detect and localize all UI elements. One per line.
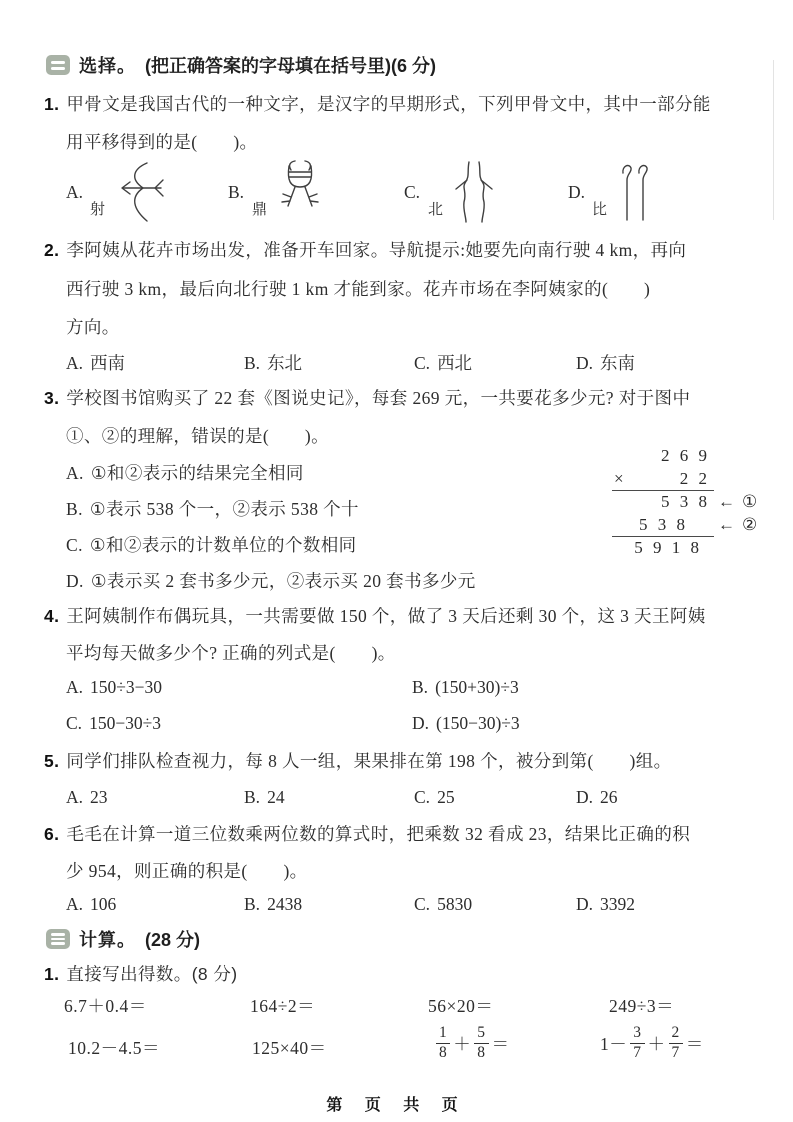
question-2-number: 2.: [44, 240, 60, 260]
question-1-text: 甲骨文是我国古代的一种文字，是汉字的早期形式，下列甲骨文中，其中一部分能: [66, 94, 711, 114]
equals-sign: ＝: [491, 1033, 510, 1054]
list-two-lines-icon: [46, 55, 70, 75]
fraction: [474, 1025, 488, 1061]
option-b: [244, 787, 285, 808]
section-title: 选择。: [79, 56, 136, 76]
fraction: [669, 1025, 683, 1061]
plus-sign: ＋: [453, 1033, 472, 1054]
oracle-she-glyph: [115, 160, 167, 224]
calc-fraction-expression: [600, 1025, 704, 1061]
multiplicand-row: [612, 444, 772, 467]
calc-expression: 10.2－4.5＝: [68, 1038, 160, 1058]
option-d: [576, 350, 635, 375]
calc-expression: 164÷2＝: [250, 996, 316, 1016]
long-multiplication-figure: [612, 444, 772, 559]
question-4-text: 王阿姨制作布偶玩具，一共需要做 150 个，做了 3 天后还剩 30 个，这 3 天王阿姨: [66, 606, 706, 626]
option-label: A.: [66, 677, 84, 697]
question-2-text: 李阿姨从花卉市场出发，准备开车回家。导航提示:她要先向南行驶 4 km，再向: [66, 240, 687, 260]
section-title: 计算。: [79, 930, 136, 950]
question-1-number: 1.: [44, 94, 60, 114]
leading-term: 1－: [600, 1033, 628, 1054]
question-1-text-cont: 用平移得到的是( )。: [66, 132, 258, 152]
calc-expression: 249÷3＝: [609, 996, 675, 1016]
option-b: [244, 894, 302, 915]
question-3-option-c: [66, 533, 606, 557]
denominator: 7: [633, 1043, 642, 1061]
option-text: ①表示买 2 套书多少元，②表示买 20 套书多少元: [90, 571, 476, 591]
fraction: [436, 1025, 450, 1061]
question-6-line-2: [66, 859, 779, 883]
option-label: C.: [414, 353, 431, 373]
option-character: 鼎: [252, 202, 268, 218]
option-b: [412, 677, 519, 698]
question-1-options: [66, 158, 778, 228]
option-text: 26: [600, 787, 618, 807]
partial-product-2-row: [612, 513, 772, 536]
product-row: [612, 536, 772, 559]
option-label: D.: [412, 713, 430, 733]
calc-number: 1.: [44, 964, 60, 984]
question-1-line-2: [66, 130, 779, 154]
calc-row-2: [64, 1024, 786, 1081]
question-5-text: 同学们排队检查视力，每 8 人一组，果果排在第 198 个，被分到第( )组。: [66, 751, 672, 771]
denominator: 7: [671, 1043, 680, 1061]
option-text: 3392: [600, 894, 636, 914]
question-4-text-cont: 平均每天做多少个? 正确的列式是( )。: [66, 643, 396, 663]
option-label: C.: [414, 787, 431, 807]
question-2-text-cont: 西行驶 3 km，最后向北行驶 1 km 才能到家。花卉市场在李阿姨家的( ): [66, 279, 651, 299]
page-footer: 第 页 共 页: [326, 1097, 467, 1114]
option-label: D.: [66, 571, 84, 591]
fraction: [630, 1025, 644, 1061]
question-4-number: 4.: [44, 606, 60, 626]
option-label: A.: [66, 894, 84, 914]
option-text: 150÷3−30: [90, 677, 162, 697]
question-1-line-1: [44, 92, 779, 116]
option-a: [66, 677, 162, 698]
denominator: 8: [477, 1043, 486, 1061]
option-text: 23: [90, 787, 108, 807]
question-2-line-2: [66, 277, 779, 301]
option-label: D.: [576, 787, 594, 807]
option-label: A.: [66, 463, 84, 483]
question-3-option-a: [66, 461, 606, 485]
question-5-line-1: [44, 749, 779, 773]
circled-one-label: ①: [742, 492, 758, 511]
section-subtitle: (把正确答案的字母填在括号里)(6 分): [145, 56, 436, 76]
question-6-options: [66, 894, 778, 918]
section-calculate-header: [46, 926, 200, 952]
option-d: [576, 894, 635, 915]
option-label: A.: [66, 787, 84, 807]
question-4-line-2: [66, 641, 779, 665]
option-d: [576, 787, 618, 808]
option-label: B.: [228, 182, 245, 202]
left-arrow-icon: ←: [718, 515, 735, 534]
question-4-options-row-1: [66, 677, 778, 701]
option-label: B.: [244, 894, 261, 914]
calc-subsection-title: [44, 962, 779, 986]
denominator: 8: [439, 1043, 448, 1061]
option-label: D.: [576, 353, 594, 373]
partial-product-2: 5 3 8: [612, 513, 714, 537]
calc-fraction-expression: [436, 1025, 510, 1061]
question-4-line-1: [44, 604, 779, 628]
option-label: C.: [66, 535, 83, 555]
option-text: ①和②表示的计数单位的个数相同: [89, 535, 357, 555]
option-d-oracle: [568, 158, 718, 228]
option-d: [412, 713, 520, 734]
numerator: 5: [474, 1025, 488, 1044]
option-label: C.: [414, 894, 431, 914]
section-choose-header: [46, 52, 436, 78]
question-3-text-cont: ①、②的理解，错误的是( )。: [66, 426, 330, 446]
option-character: 比: [592, 202, 608, 218]
question-2-text-cont2: 方向。: [66, 317, 120, 337]
option-text: 5830: [437, 894, 473, 914]
multiplier: 2 2: [679, 469, 710, 488]
option-label: B.: [244, 353, 261, 373]
question-5-options: [66, 787, 778, 811]
question-5-number: 5.: [44, 751, 60, 771]
option-c: [414, 350, 472, 375]
oracle-ding-glyph: [277, 160, 323, 224]
numerator: 1: [436, 1025, 450, 1044]
calc-expression: 56×20＝: [428, 996, 494, 1016]
numerator: 3: [630, 1025, 644, 1044]
option-b-oracle: [228, 158, 378, 228]
question-3-text: 学校图书馆购买了 22 套《图说史记》，每套 269 元，一共要花多少元? 对于图中: [66, 388, 691, 408]
multiplier-row: [612, 467, 772, 490]
option-label: A.: [66, 353, 84, 373]
numerator: 2: [669, 1025, 683, 1044]
option-c: [414, 787, 455, 808]
option-text: 25: [437, 787, 455, 807]
partial-product-1: 5 3 8: [661, 492, 710, 511]
option-text: 东北: [267, 353, 303, 373]
option-text: (150−30)÷3: [436, 713, 520, 733]
question-3-option-b: [66, 497, 606, 521]
option-b: [244, 350, 302, 375]
option-a: [66, 350, 125, 375]
equals-sign: ＝: [685, 1033, 704, 1054]
calc-expression: 125×40＝: [252, 1038, 327, 1058]
section-subtitle: (28 分): [145, 930, 201, 950]
question-2-line-1: [44, 238, 779, 262]
question-6-text-cont: 少 954，则正确的积是( )。: [66, 861, 308, 881]
option-label: D.: [576, 894, 594, 914]
question-6-number: 6.: [44, 824, 60, 844]
left-arrow-icon: ←: [718, 492, 735, 511]
option-label: B.: [412, 677, 429, 697]
option-text: 106: [90, 894, 117, 914]
oracle-bei-glyph: [453, 160, 495, 224]
question-3-option-d: [66, 569, 666, 593]
option-text: 东南: [600, 353, 636, 373]
option-c-oracle: [404, 158, 554, 228]
question-2-line-3: [66, 315, 779, 339]
multiplicand: 2 6 9: [661, 446, 710, 465]
question-2-options: [66, 350, 778, 374]
option-label: B.: [66, 499, 83, 519]
question-3-line-1: [44, 386, 779, 410]
option-label: C.: [66, 713, 83, 733]
plus-sign: ＋: [647, 1033, 666, 1054]
calc-expression: 6.7＋0.4＝: [64, 996, 147, 1016]
partial-product-1-row: [612, 490, 772, 513]
list-three-lines-icon: [46, 929, 70, 949]
option-label: A.: [66, 182, 84, 202]
option-a-oracle: [66, 158, 216, 228]
option-text: 2438: [267, 894, 303, 914]
partial-1-annotation: [718, 490, 757, 513]
option-text: 24: [267, 787, 285, 807]
option-c: [66, 713, 161, 734]
final-product: 5 9 1 8: [634, 538, 702, 557]
question-4-options-row-2: [66, 713, 778, 737]
option-text: 150−30÷3: [89, 713, 162, 733]
question-3-number: 3.: [44, 388, 60, 408]
option-text: 西北: [437, 353, 473, 373]
option-label: B.: [244, 787, 261, 807]
calc-title-text: 直接写出得数。(8 分): [66, 964, 238, 984]
option-text: ①表示 538 个一，②表示 538 个十: [89, 499, 359, 519]
multiply-sign: ×: [614, 469, 627, 488]
question-6-text: 毛毛在计算一道三位数乘两位数的算式时，把乘数 32 看成 23，结果比正确的积: [66, 824, 691, 844]
option-label: D.: [568, 182, 586, 202]
option-text: ①和②表示的结果完全相同: [90, 463, 304, 483]
option-text: 西南: [90, 353, 126, 373]
question-6-line-1: [44, 822, 779, 846]
option-label: C.: [404, 182, 421, 202]
option-c: [414, 894, 472, 915]
option-character: 射: [90, 202, 106, 218]
option-a: [66, 787, 108, 808]
circled-two-label: ②: [742, 515, 758, 534]
option-a: [66, 894, 116, 915]
partial-2-annotation: [718, 513, 757, 536]
oracle-bi-glyph: [617, 160, 657, 224]
scan-edge-artifact: [773, 60, 774, 220]
option-character: 北: [428, 202, 444, 218]
option-text: (150+30)÷3: [435, 677, 519, 697]
